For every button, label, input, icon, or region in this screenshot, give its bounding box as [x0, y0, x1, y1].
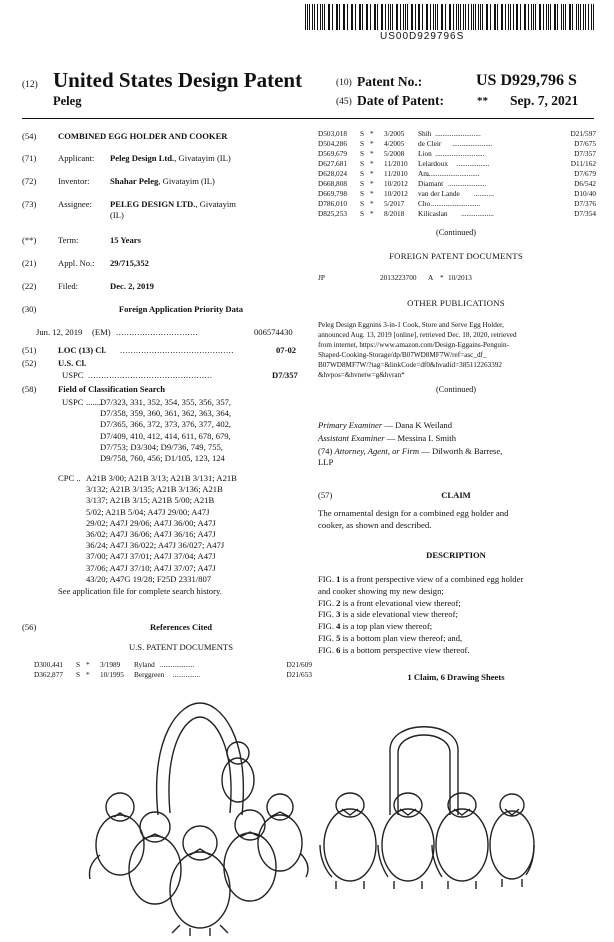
penguin-head: [140, 812, 170, 842]
barcode-bar: [388, 4, 389, 30]
text-line: D9/758, 760, 456; D1/105, 123, 124: [100, 453, 225, 464]
document-type: United States Design Patent: [53, 68, 303, 92]
claims-sheets: 1 Claim, 6 Drawing Sheets: [407, 672, 505, 682]
barcode-bar: [355, 4, 356, 30]
barcode-bar: [583, 4, 584, 30]
barcode-bar: [471, 4, 472, 30]
barcode-bar: [366, 4, 367, 30]
barcode-number: US00D929796S: [380, 31, 465, 42]
description-line: FIG. 2 is a front elevational view thereof;: [318, 597, 461, 608]
text-line: B07WD8MF7W/?tag=&linkCode=df0&hvadid=385112263392: [318, 361, 502, 369]
barcode-bar: [531, 4, 532, 30]
description-line: and cooker showing my new design;: [318, 585, 444, 596]
description-line: FIG. 4 is a top plan view thereof;: [318, 621, 433, 632]
barcode-bar: [332, 4, 333, 30]
reference-row: D300,441 S * 3/1989 Ryland ................... D21/609: [34, 660, 312, 669]
barcode-bar: [314, 4, 315, 30]
barcode: [305, 4, 595, 30]
text-line: 29/02; A47J 29/06; A47J 36/00; A47J: [86, 517, 216, 528]
text-line: 36/24; A47J 36/022; A47J 36/027; A47J: [86, 540, 225, 551]
text-line: 37/00; A47J 37/01; A47J 37/04; A47J: [86, 551, 216, 562]
text-line: announced Aug. 13, 2019 [online], retrieved Dec. 18, 2020, retrieved: [318, 331, 517, 339]
description-line: FIG. 3 is a side elevational view thereof;: [318, 609, 458, 620]
description-heading: DESCRIPTION: [426, 550, 486, 560]
barcode-bar: [442, 4, 443, 30]
patent-number-label: Patent No.:: [357, 74, 423, 89]
foreign-patent-heading: FOREIGN PATENT DOCUMENTS: [389, 251, 523, 261]
barcode-bar: [478, 4, 479, 30]
continued-1: (Continued): [435, 228, 477, 237]
text-line: Peleg Design Eggnins 3-in-1 Cook, Store and Serve Egg Holder,: [318, 321, 504, 329]
text-line: D7/365, 366, 372, 373, 376, 377, 402,: [100, 419, 232, 430]
barcode-bar: [563, 4, 564, 30]
figure-1-drawing: [80, 695, 320, 940]
barcode-bar: [352, 4, 353, 30]
penguin-head: [448, 793, 476, 817]
barcode-bar: [517, 4, 518, 30]
arch-handle-inner: [398, 735, 450, 815]
barcode-bar: [497, 4, 498, 30]
barcode-bar: [370, 4, 371, 30]
reference-row: D362,877 S * 10/1995 Berggreen ............... D21/653: [34, 670, 312, 679]
barcode-bar: [411, 4, 412, 30]
barcode-bar: [510, 4, 511, 30]
barcode-bar: [525, 4, 526, 30]
patent-number: US D929,796 S: [476, 72, 577, 89]
reference-row: D628,024 S * 11/2010 Am ............................. D7/679: [318, 169, 596, 178]
date-of-patent: Sep. 7, 2021: [510, 93, 579, 108]
barcode-bar: [347, 4, 348, 30]
text-line: 3/132; A21B 3/135; A21B 3/136; A21B: [86, 484, 223, 495]
reference-row: D504,286 S * 4/2005 de Cleir ...................... D7/675: [318, 139, 596, 148]
text-line: 36/02; A47J 36/06; A47J 36/16; A47J: [86, 529, 216, 540]
description-text: [318, 574, 594, 657]
text-line: D7/323, 331, 352, 354, 355, 356, 357,: [100, 397, 232, 407]
barcode-bar: [305, 4, 306, 30]
date-of-patent-label: Date of Patent:: [357, 93, 444, 108]
continued-2: (Continued): [435, 385, 477, 394]
barcode-bar: [339, 4, 340, 30]
penguin-head: [336, 793, 364, 817]
arch-handle-inner: [169, 717, 231, 813]
primary-examiner: Primary Examiner — Dana K Weiland: [318, 420, 453, 430]
penguin-body: [129, 836, 181, 904]
barcode-bar: [557, 4, 558, 30]
text-line: The ornamental design for a combined egg holder and: [318, 508, 509, 518]
barcode-bar: [419, 4, 420, 30]
reference-row: D669,798 S * 10/2012 van der Lande ........... D10/40: [318, 189, 596, 198]
attorney: (74) Attorney, Agent, or Firm — Dilworth & Barrese, LLP: [318, 446, 503, 467]
penguin-body: [436, 809, 488, 881]
other-publications: [318, 320, 594, 380]
invention-title: COMBINED EGG HOLDER AND COOKER: [58, 131, 228, 141]
description-line: FIG. 1 is a front perspective view of a combined egg holder: [318, 574, 524, 584]
header-rule: [22, 118, 594, 119]
penguin-body: [324, 809, 376, 881]
uspc-classifications: [100, 397, 306, 464]
reference-row: D569,679 S * 5/2008 Lion ........................... D7/357: [318, 149, 596, 158]
barcode-bar: [390, 4, 391, 30]
text-line: Shaped-Cooking-Storage/dp/B07WD8MF7W/ref=asc_df_: [318, 351, 487, 359]
barcode-bar: [576, 4, 577, 30]
figure-2-drawing: [312, 705, 537, 895]
barcode-bar: [546, 4, 547, 30]
inventor-short: Peleg: [53, 94, 82, 108]
text-line: &hvpos=&hvnetw=g&hvran*: [318, 371, 405, 379]
barcode-bar: [487, 4, 488, 30]
barcode-bar: [328, 4, 329, 30]
barcode-bar: [324, 4, 325, 30]
barcode-bar: [486, 4, 487, 30]
text-line: 3/137; A21B 3/15; A21B 5/00; A21B: [86, 495, 215, 506]
text-line: D7/409, 410, 412, 414, 611, 678, 679,: [100, 430, 231, 441]
barcode-bar: [430, 4, 431, 30]
text-line: A21B 3/00; A21B 3/13; A21B 3/131; A21B: [86, 473, 237, 483]
description-line: FIG. 6 is a bottom perspective view thereof.: [318, 644, 470, 655]
penguin-head: [235, 810, 265, 840]
penguin-body: [170, 852, 230, 928]
barcode-bar: [550, 4, 551, 30]
barcode-bar: [403, 4, 404, 30]
reference-row: D786,010 S * 5/2017 Cho ........................... D7/376: [318, 199, 596, 208]
text-line: 43/20; A47G 19/28; F25D 2331/807: [86, 573, 212, 584]
barcode-bar: [456, 4, 457, 30]
barcode-bar: [591, 4, 592, 30]
code-12: (12): [22, 80, 38, 90]
barcode-bar: [450, 4, 451, 30]
reference-row: D825,253 S * 8/2018 Kilicaslan .................. D7/354: [318, 209, 596, 218]
code-45: (45): [336, 97, 352, 107]
penguin-head: [500, 794, 524, 816]
penguin-head: [183, 826, 217, 860]
penguin-body: [258, 815, 302, 871]
barcode-bar: [397, 4, 398, 30]
reference-row: D627,681 S * 11/2010 Lelardoux .................. D11/162: [318, 159, 596, 168]
code-10: (10): [336, 78, 352, 88]
text-line: from internet, https://www.amazon.com/Design-Eggains-Penguin-: [318, 341, 509, 349]
term-mark: **: [477, 95, 488, 107]
barcode-bar: [572, 4, 573, 30]
penguin-body: [490, 811, 534, 879]
other-publications-heading: OTHER PUBLICATIONS: [407, 298, 505, 308]
claim-text: [318, 508, 594, 531]
barcode-bar: [312, 4, 313, 30]
barcode-bar: [535, 4, 536, 30]
barcode-bar: [437, 4, 438, 30]
barcode-bar: [422, 4, 423, 30]
barcode-bar: [502, 4, 503, 30]
assistant-examiner: Assistant Examiner — Messina I. Smith: [318, 433, 456, 443]
barcode-bar: [377, 4, 378, 30]
text-line: 37/06; A47J 37/10; A47J 37/07; A47J: [86, 562, 216, 573]
text-line: cooker, as shown and described.: [318, 519, 432, 530]
reference-row: D503,018 S * 3/2005 Shih ......................... D21/597: [318, 129, 596, 138]
reference-row: D668,808 S * 10/2012 Diamant ..................... D6/542: [318, 179, 596, 188]
text-line: D7/753; D3/304; D9/736, 749, 755,: [100, 441, 223, 452]
penguin-body: [382, 809, 434, 881]
cpc-classifications: [86, 473, 306, 585]
penguin-head: [106, 793, 134, 821]
barcode-bar: [465, 4, 466, 30]
text-line: 5/02; A21B 5/04; A47J 29/00; A47J: [86, 506, 210, 517]
description-line: FIG. 5 is a bottom plan view thereof; and,: [318, 632, 463, 643]
text-line: D7/358, 359, 360, 361, 362, 363, 364,: [100, 408, 232, 419]
